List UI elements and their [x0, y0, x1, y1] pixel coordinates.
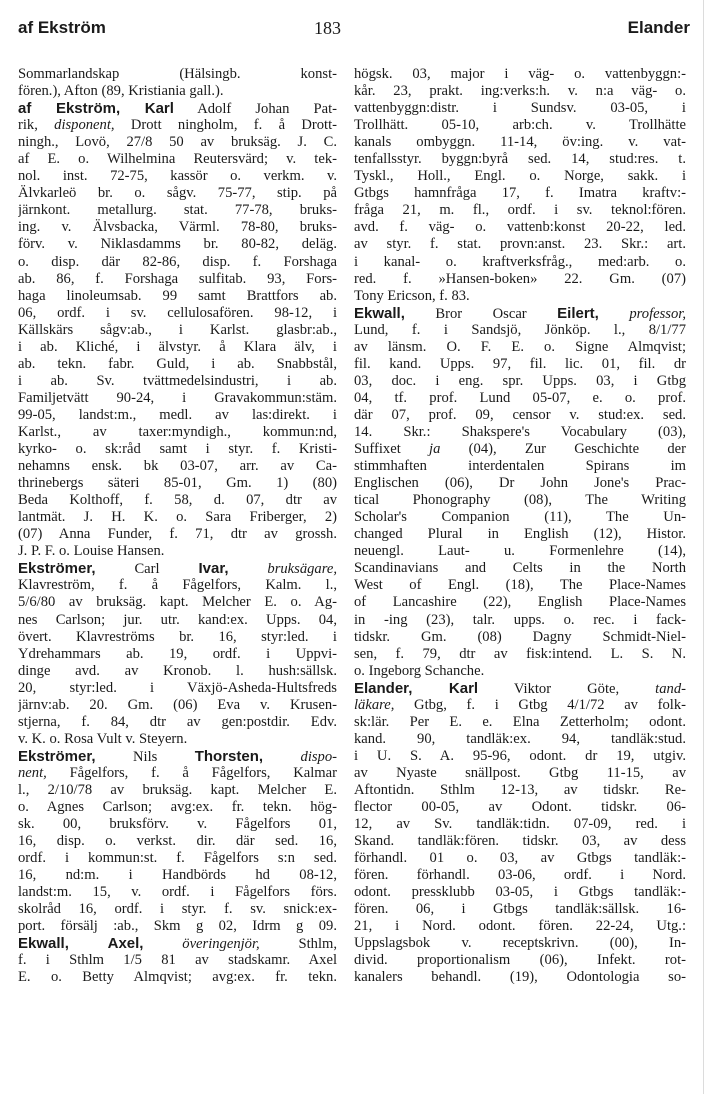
- text-line: [354, 424, 686, 441]
- entry-text: [229, 561, 268, 577]
- entry-text: fråga 21, m. fl., ordf. i sv. teknol:fören.: [354, 202, 686, 219]
- entry-text: 12, av Sv. tandläk:tidn. 07-09, red. i: [354, 816, 686, 833]
- entry-headword: Ekwall, Axel,: [18, 935, 144, 953]
- entry-text: o. Ingeborg Schanche.: [354, 662, 485, 679]
- text-line: [354, 219, 686, 236]
- entry-text: Nils: [95, 748, 195, 765]
- entry-text: i U. S. A. 95-96, odont. dr 19, utgiv.: [354, 747, 686, 764]
- entry-text: West of Engl. (18), The Place-Names: [354, 577, 686, 594]
- entry-occupation: bruksägare,: [267, 561, 337, 578]
- text-line: [354, 83, 686, 100]
- text-line: [18, 901, 337, 918]
- text-line: [354, 935, 686, 952]
- text-line: [18, 833, 337, 850]
- text-line: [354, 799, 686, 816]
- entry-headword: af Ekström, Karl: [18, 100, 174, 118]
- text-line: [18, 117, 337, 134]
- text-line: [354, 594, 686, 611]
- entry-text: 20, styr:led. i Växjö-Asheda-Hultsfreds: [18, 679, 337, 696]
- text-line: [18, 441, 337, 458]
- text-line: [18, 680, 337, 697]
- text-line: [18, 543, 337, 560]
- entry-text: i ab. Kliché, i älvstyr. å Klara älv, i: [18, 338, 337, 355]
- text-line: [354, 782, 686, 799]
- entry-text: Lund, f. i Sandsjö, Jönköp. l., 8/1/77: [354, 321, 686, 338]
- text-line: [18, 577, 337, 594]
- entry-text: 5/6/80 av bruksäg. kapt. Melcher E. o. Ag-: [18, 594, 337, 611]
- entry-text: Fågelfors, f. å Fågelfors, Kalmar: [46, 764, 337, 781]
- text-line: [18, 629, 337, 646]
- text-line: [18, 66, 337, 83]
- entry-text: kand. 90, tandläk:ex. 94, tandläk:stud.: [354, 730, 686, 747]
- entry-text: Viktor Göte,: [478, 680, 656, 697]
- entry-text: förhandl. 01 o. 03, av Gtbgs tandläk:-: [354, 850, 686, 867]
- text-line: [18, 492, 337, 509]
- entry-text: stjerna, f. 84, dtr av gen:postdir. Edv.: [18, 713, 337, 730]
- text-line: [354, 390, 686, 407]
- entry-text: af E. o. Wilhelmina Reutersvärd; v. tek-: [18, 151, 337, 168]
- entry-text: Scholar's Companion (11), The Un-: [354, 509, 686, 526]
- text-line: [354, 492, 686, 509]
- entry-text: 16, disp. o. verkst. dir. där sed. 16,: [18, 833, 337, 850]
- entry-text: Scandinavians and Celts in the North: [354, 560, 686, 577]
- entry-text: [599, 306, 630, 322]
- text-line: [354, 526, 686, 543]
- text-line: [354, 168, 686, 185]
- text-line: [354, 560, 686, 577]
- entry-text: Familjetvätt 90-24, i Gravakommun:stäm.: [18, 389, 337, 406]
- text-line: [18, 236, 337, 253]
- entry-text: skolråd 16, ordf. i styr. f. sv. snick:ex-: [18, 901, 337, 918]
- entry-occupation: dispo-: [300, 748, 337, 765]
- text-line: [354, 271, 686, 288]
- text-line: [18, 83, 337, 100]
- entry-text: E. o. Betty Almqvist; avg:ex. fr. tekn.: [18, 969, 337, 986]
- text-line: [18, 612, 337, 629]
- text-line: [354, 765, 686, 782]
- text-line: [354, 612, 686, 629]
- text-line: [18, 748, 337, 765]
- entry-text: Bror Oscar: [404, 305, 558, 322]
- text-line: [18, 765, 337, 782]
- text-line: [18, 202, 337, 219]
- text-line: [354, 918, 686, 935]
- text-line: [354, 100, 686, 117]
- text-line: [354, 833, 686, 850]
- text-line: [354, 850, 686, 867]
- entry-headword: Ivar,: [198, 560, 229, 578]
- entry-text: o. Agnes Carlson; avg:ex. fr. tekn. hög-: [18, 799, 337, 816]
- entry-text: Källskärs sågv:ab., i Karlst. glasbr:ab.,: [18, 321, 337, 338]
- entry-text: 21, i Nord. odont. fören. 22-24, Utg.:: [354, 918, 686, 935]
- text-line: [18, 697, 337, 714]
- text-line: [18, 254, 337, 271]
- entry-text: fil. kand. Upps. 97, fil. lic. 01, fil. dr: [354, 355, 686, 372]
- entry-text: 06, ordf. i sv. cellulosafören. 98-12, i: [18, 304, 337, 321]
- entry-text: ab. 86, f. Forshaga sulfitab. 93, Fors-: [18, 270, 337, 287]
- left-column: [18, 66, 337, 987]
- text-line: [18, 134, 337, 151]
- text-line: [18, 509, 337, 526]
- text-line: [354, 629, 686, 646]
- text-line: [354, 577, 686, 594]
- text-line: [18, 356, 337, 373]
- entry-headword: Ekströmer,: [18, 560, 96, 578]
- entry-text: av Nyaste snällpost. Gtbg 11-15, av: [354, 764, 686, 781]
- text-line: [18, 731, 337, 748]
- entry-text: v. K. o. Rosa Vult v. Steyern.: [18, 730, 188, 747]
- entry-text: kanals ombyggn. 11-14, öv:ing. v. vat-: [354, 134, 686, 151]
- entry-text: förv. v. Niklasdamms br. 80-82, deläg.: [18, 236, 337, 253]
- entry-text: flector 00-05, av Odont. tidskr. 06-: [354, 799, 686, 816]
- text-line: [354, 475, 686, 492]
- entry-occupation: professor,: [629, 305, 686, 322]
- text-line: [18, 952, 337, 969]
- entry-text: fören.), Afton (89, Kristiania gall.).: [18, 83, 224, 100]
- entry-text: tical Phonography (08), The Writing: [354, 492, 686, 509]
- entry-occupation: tand-: [655, 680, 686, 697]
- entry-text: neuengl. Laut- u. Formenlehre (14),: [354, 543, 686, 560]
- entry-text: av länsm. O. F. E. o. Signe Almqvist;: [354, 338, 686, 355]
- entry-text: tenfallsstyr. byggn:byrå sed. 14, stud:res. t.: [354, 151, 686, 168]
- text-line: [354, 356, 686, 373]
- entry-text: sen, f. 79, dtr av fisk:intend. L. S. N.: [354, 645, 686, 662]
- text-line: [354, 748, 686, 765]
- entry-text: Adolf Johan Pat-: [173, 101, 337, 118]
- entry-text: av styr. f. stat. provn:anst. 23. Skr.: art.: [354, 236, 686, 253]
- entry-text: Skand. tandläk:fören. tidskr. 03, av dess: [354, 833, 686, 850]
- running-head-left: af Ekström: [18, 18, 106, 37]
- entry-text: f. i Sthlm 1/5 81 av stadskamr. Axel: [18, 952, 337, 969]
- text-line: [354, 441, 686, 458]
- text-line: [18, 918, 337, 935]
- text-line: [18, 219, 337, 236]
- text-line: [354, 254, 686, 271]
- entry-text: ing. v. Älvsbacka, Värml. 78-80, bruks-: [18, 219, 337, 236]
- entry-occupation: läkare,: [354, 696, 395, 713]
- entry-text: järnv:ab. 20. Gm. (06) Eva v. Krusen-: [18, 696, 337, 713]
- text-line: [354, 288, 686, 305]
- text-line: [354, 305, 686, 322]
- text-line: [18, 475, 337, 492]
- text-line: [18, 339, 337, 356]
- entry-text: Karlst., av taxer:myndigh., kommun:nd,: [18, 423, 337, 440]
- entry-text: sk. 00, bruksförv. v. Fågelfors 01,: [18, 816, 337, 833]
- text-line: [18, 884, 337, 901]
- entry-text: l., 2/10/78 av bruksäg. kapt. Melcher E.: [18, 781, 337, 798]
- entry-text: dinge avd. av Kronob. l. hush:sällsk.: [18, 662, 337, 679]
- entry-text: avd. f. väg- o. vattenb:konst 20-22, led.: [354, 219, 686, 236]
- text-line: [18, 560, 337, 577]
- text-line: [18, 646, 337, 663]
- entry-text: lantmät. J. H. K. o. Sara Friberger, 2): [18, 509, 337, 526]
- text-line: [354, 509, 686, 526]
- entry-occupation: nent,: [18, 764, 47, 781]
- text-line: [354, 884, 686, 901]
- text-line: [18, 407, 337, 424]
- entry-text: changed Plural in English (12), Histor.: [354, 526, 686, 543]
- entry-text: fören. förhandl. 03-06, ordf. i Nord.: [354, 867, 686, 884]
- right-column: [354, 66, 686, 987]
- entry-text: vattenbyggn:distr. i Sundsv. 03-05, i: [354, 100, 686, 117]
- entry-text: i ab. Sv. tvättmedelsindustri, i ab.: [18, 372, 337, 389]
- entry-text: i kanal- o. kraftverksfråg., med:arb. o.: [354, 253, 686, 270]
- entry-text: 03, doc. i eng. spr. Upps. 03, i Gtbg: [354, 372, 686, 389]
- entry-text: Ydrehammars ab. 19, ordf. i Uppvi-: [18, 645, 337, 662]
- text-line: [354, 458, 686, 475]
- entry-text: ordf. i kommun:st. f. Fågelfors s:n sed.: [18, 850, 337, 867]
- text-line: [18, 816, 337, 833]
- text-line: [354, 731, 686, 748]
- entry-text: thrinebergs säteri 85-01, Gm. 1) (80): [18, 475, 337, 492]
- text-line: [18, 714, 337, 731]
- entry-headword: Eilert,: [557, 304, 599, 322]
- entry-text: odont. pressklubb 03-05, i Gtbgs tandläk:-: [354, 884, 686, 901]
- entry-text: 99-05, landst:m., medl. av las:direkt. i: [18, 406, 337, 423]
- text-line: [18, 799, 337, 816]
- text-line: [354, 543, 686, 560]
- entry-text: haga linoleumsab. 99 samt Brattfors ab.: [18, 287, 337, 304]
- entry-text: Sthlm,: [259, 936, 337, 953]
- page-header: [18, 18, 690, 44]
- text-line: [18, 271, 337, 288]
- entry-text: divid. proportionalism (06), Infekt. rot-: [354, 952, 686, 969]
- text-line: [18, 867, 337, 884]
- running-head-right: Elander: [627, 18, 690, 37]
- text-line: [354, 151, 686, 168]
- entry-text: port. försälj :ab., Skm g 02, Idrm g 09.: [18, 918, 337, 935]
- text-line: [354, 66, 686, 83]
- text-line: [354, 663, 686, 680]
- text-line: [354, 202, 686, 219]
- text-line: [18, 424, 337, 441]
- text-line: [18, 322, 337, 339]
- entry-text: (04), Zur Geschichte der: [440, 441, 686, 458]
- entry-text: Sommarlandskap (Hälsingb. konst-: [18, 66, 337, 82]
- text-line: [18, 151, 337, 168]
- entry-text: ningh., Lovö, 27/8 50 av bruksäg. J. C.: [18, 134, 337, 151]
- text-line: [18, 288, 337, 305]
- text-line: [18, 390, 337, 407]
- text-line: [354, 646, 686, 663]
- entry-text: Tony Ericson, f. 83.: [354, 287, 470, 304]
- entry-text: Englischen (06), Dr John Jone's Prac-: [354, 475, 686, 492]
- text-line: [18, 458, 337, 475]
- text-line: [18, 185, 337, 202]
- entry-text: sk:lär. Per E. e. Elna Zetterholm; odont.: [354, 713, 686, 730]
- entry-text: stimmhaften interdentalen Spirans im: [354, 458, 686, 475]
- text-line: [354, 373, 686, 390]
- text-line: [354, 134, 686, 151]
- entry-text: Carl: [95, 561, 199, 578]
- entry-text: övert. Klavreströms br. 16, styr:led. i: [18, 628, 337, 645]
- entry-text: rik,: [18, 117, 55, 134]
- entry-text: (07) Anna Funder, f. 71, dtr av grossh.: [18, 526, 337, 543]
- text-line: [18, 526, 337, 543]
- entry-text: högsk. 03, major i väg- o. vattenbyggn:-: [354, 66, 686, 82]
- entry-text: Gtbgs hamnfråga 17, f. Imatra kraftv:-: [354, 185, 686, 202]
- entry-text: nol. inst. 72-75, kassör o. verkm. v.: [18, 168, 337, 185]
- entry-text: Uppslagsbok v. receptskrivn. (00), In-: [354, 935, 686, 952]
- text-line: [354, 407, 686, 424]
- text-line: [18, 373, 337, 390]
- entry-text: 14. Skr.: Shakspere's Vocabulary (03),: [354, 423, 686, 440]
- text-line: [18, 168, 337, 185]
- entry-text: tidskr. Gm. (08) Dagny Schmidt-Niel-: [354, 628, 686, 645]
- page-number: 183: [314, 18, 341, 38]
- text-line: [18, 305, 337, 322]
- text-line: [354, 901, 686, 918]
- entry-headword: Thorsten,: [194, 747, 264, 765]
- entry-text: Gtbg, f. i Gtbg 4/1/72 av folk-: [394, 696, 686, 713]
- entry-text: landst:m. 15, v. ordf. i Fågelfors förs.: [18, 884, 337, 901]
- entry-text: 04, tf. prof. Lund 05-07, e. o. prof.: [354, 389, 686, 406]
- entry-text: J. P. F. o. Louise Hansen.: [18, 543, 165, 560]
- text-line: [354, 117, 686, 134]
- text-line: [354, 969, 686, 986]
- entry-text: där 07, prof. 09, censor v. stud:ex. sed.: [354, 406, 686, 423]
- entry-text: Älvkarleö br. o. sågv. 75-77, stip. på: [18, 185, 337, 202]
- text-line: [354, 867, 686, 884]
- entry-text: red. f. »Hansen-boken» 22. Gm. (07): [354, 270, 686, 287]
- entry-headword: Ekströmer,: [18, 747, 96, 765]
- text-line: [18, 850, 337, 867]
- entry-text: järnkont. metallurg. stat. 77-78, bruks-: [18, 202, 337, 219]
- entry-text: kanalers behandl. (19), Odontologia so-: [354, 969, 686, 986]
- entry-text: 16, nd:m. i Handbörds hd 08-12,: [18, 867, 337, 884]
- text-line: [354, 339, 686, 356]
- text-line: [18, 663, 337, 680]
- entry-text: nes Carlson; jur. utr. kand:ex. Upps. 04,: [18, 611, 337, 628]
- entry-text: [263, 749, 300, 765]
- entry-text: of Lancashire (22), English Place-Names: [354, 594, 686, 611]
- entry-occupation: överingenjör,: [182, 936, 260, 953]
- text-line: [18, 100, 337, 117]
- entry-text: Tyskl., Holl., Engl. o. Norge, sakk. i: [354, 168, 686, 185]
- text-line: [354, 680, 686, 697]
- text-line: [354, 322, 686, 339]
- entry-headword: Elander, Karl: [354, 679, 479, 697]
- entry-text: Beda Kolthoff, f. 58, d. 07, dtr av: [18, 492, 337, 509]
- entry-text: Trollhätt. 05-10, arb:ch. v. Trollhätte: [354, 117, 686, 134]
- entry-text: Suffixet: [354, 441, 430, 458]
- text-line: [18, 935, 337, 952]
- text-line: [354, 816, 686, 833]
- text-line: [354, 952, 686, 969]
- text-line: [18, 969, 337, 986]
- entry-text: Aftontidn. Sthlm 12-13, av tidskr. Re-: [354, 781, 686, 798]
- entry-text: o. disp. där 82-86, disp. f. Forshaga: [18, 253, 337, 270]
- entry-text: Drott ningholm, f. å Drott-: [114, 117, 337, 134]
- entry-occupation: disponent,: [54, 117, 115, 134]
- entry-text: fören. 06, i Gtbgs tandläk:sällsk. 16-: [354, 901, 686, 918]
- text-line: [354, 236, 686, 253]
- entry-text: in -ing (23), talr. upps. o. rec. i fack-: [354, 611, 686, 628]
- entry-text: [143, 936, 182, 952]
- text-line: [18, 594, 337, 611]
- entry-text: ab. tekn. fabr. Guld, i ab. Snabbstål,: [18, 355, 337, 372]
- entry-text: nehamns ensk. bk 03-07, arr. av Ca-: [18, 458, 337, 475]
- text-line: [354, 697, 686, 714]
- text-line: [18, 782, 337, 799]
- entry-text: Klavreström, f. å Fågelfors, Kalm. l.,: [18, 577, 337, 594]
- text-line: [354, 714, 686, 731]
- entry-headword: Ekwall,: [354, 304, 405, 322]
- text-line: [354, 185, 686, 202]
- entry-text: kyrko- o. sk:råd samt i styr. f. Kristi-: [18, 441, 337, 458]
- entry-text: kår. 23, prakt. ing:verks:h. v. n:a väg- o.: [354, 83, 686, 100]
- entry-occupation: ja: [429, 441, 441, 458]
